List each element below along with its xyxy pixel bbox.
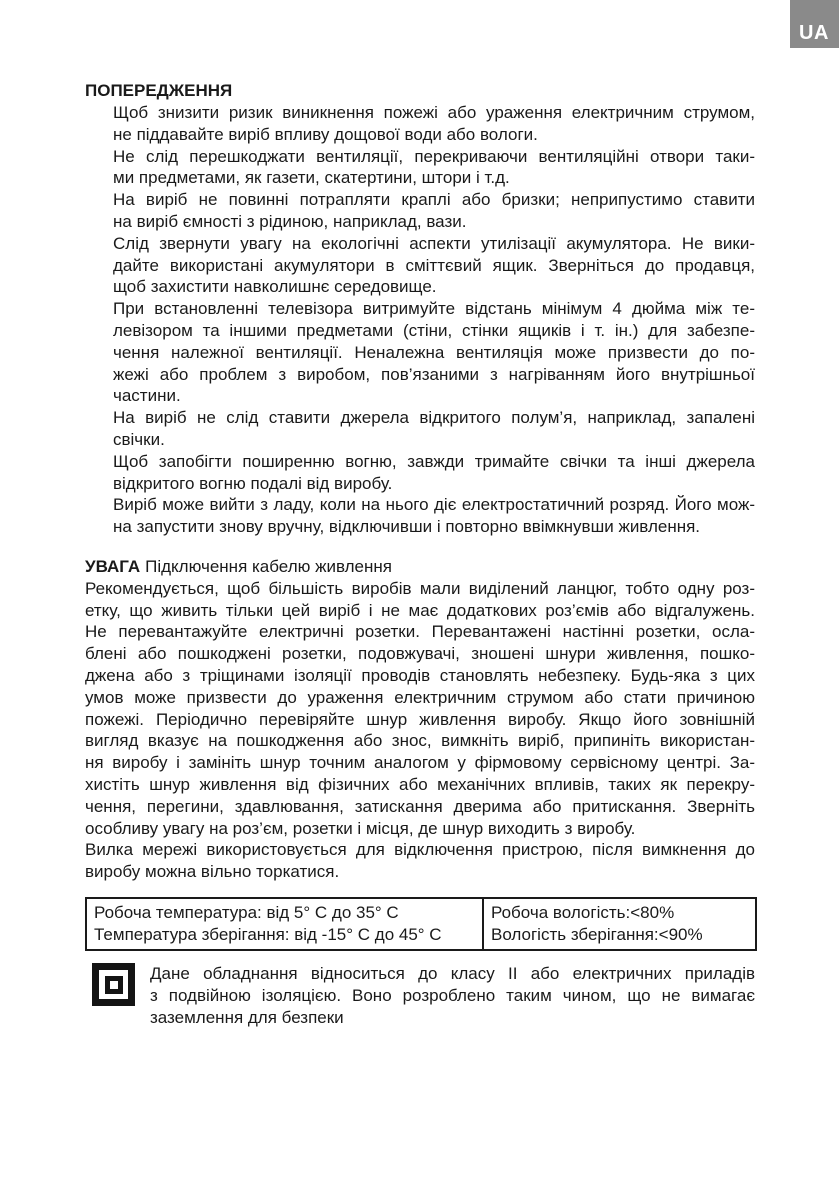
storage-temperature: Температура зберігання: від -15° C до 45° C <box>94 924 442 944</box>
paragraph <box>85 839 755 883</box>
text-line: хистіть шнур живлення від фізичних або механічних впливів, таких як перекру- <box>85 774 755 794</box>
paragraph <box>85 233 755 298</box>
text-line: заземлення для безпеки <box>150 1008 344 1028</box>
text-line: Дане обладнання відноситься до класу II або електричних приладів <box>150 964 755 984</box>
text-line: дайте використані акумулятори в сміттєвий ящик. Зверніться до продавця, <box>113 255 755 275</box>
text-line: Щоб знизити ризик виникнення пожежі або ураження електричним струмом, <box>113 103 755 122</box>
text-line: При встановленні телевізора витримуйте відстань мінімум 4 дюйма між те- <box>113 299 755 319</box>
text-line: чення, перегини, здавлювання, затискання дверима або притискання. Зверніть <box>85 796 755 816</box>
warning-heading: ПОПЕРЕДЖЕННЯ <box>85 81 233 100</box>
text-line: джена або з тріщинами ізоляції проводів становлять небезпеку. Будь-яка з цих <box>85 665 755 685</box>
text-line: пожежі. Періодично перевіряйте шнур живлення виробу. Якщо його зовнішній <box>85 709 755 729</box>
caution-heading <box>85 556 755 578</box>
paragraph <box>85 578 755 840</box>
text-line: з подвійною ізоляцією. Воно розроблено таким чином, що не вимагає <box>150 986 755 1006</box>
paragraph <box>85 494 755 538</box>
text-line: Рекомендується, щоб більшість виробів мали виділений ланцюг, тобто одну роз- <box>85 578 755 598</box>
text-line: Не перевантажуйте електричні розетки. Перевантажені настінні розетки, осла- <box>85 622 755 642</box>
text-line: Щоб запобігти поширенню вогню, завжди тримайте свічки та інші джерела <box>113 451 755 471</box>
class2-note <box>85 963 755 1028</box>
double-insulation-icon-inner-square <box>105 976 123 994</box>
storage-humidity: Вологість зберігання:<90% <box>491 924 703 944</box>
spec-table <box>85 897 757 952</box>
paragraph <box>150 963 755 1028</box>
text-line: етку, що живить тільки цей виріб і не має додаткових роз’ємів або відгалужень. <box>85 600 755 620</box>
manual-page-content <box>85 0 755 1029</box>
text-line: жежі або проблем з виробом, пов’язаними з нагріванням його внутрішньої <box>113 364 755 384</box>
text-line: На виріб не повинні потрапляти краплі або бризки; неприпустимо ставити <box>113 190 755 210</box>
spec-table-temperature-cell <box>87 899 484 950</box>
class2-note-text <box>150 963 755 1028</box>
text-line: виробу можна вільно торкатися. <box>85 862 340 882</box>
text-line: щоб захистити навколишнє середовище. <box>113 277 437 297</box>
text-line: особливу увагу на роз’єм, розетки і місця, де шнур виходить з виробу. <box>85 818 636 838</box>
text-line: Виріб може вийти з ладу, коли на нього діє електростатичний розряд. Його мож- <box>113 495 755 515</box>
caution-heading-subtitle: Підключення кабелю живлення <box>145 556 392 576</box>
text-line: відкритого вогню подалі від виробу. <box>113 473 393 493</box>
paragraph <box>85 102 755 146</box>
paragraph <box>85 189 755 233</box>
spec-table-humidity-cell <box>484 899 755 950</box>
caution-paragraphs <box>85 578 755 883</box>
double-insulation-icon <box>92 963 135 1006</box>
language-badge-label: UA <box>799 22 829 44</box>
text-line: Слід звернути увагу на екологічні аспекти утилізації акумулятора. Не вики- <box>113 233 755 253</box>
warning-paragraphs <box>85 102 755 538</box>
text-line: не піддавайте виріб впливу дощової води або вологи. <box>113 124 538 144</box>
paragraph <box>85 298 755 407</box>
text-line: На виріб не слід ставити джерела відкритого полум’я, наприклад, запалені <box>113 408 755 428</box>
text-line: Не слід перешкоджати вентиляції, перекриваючи вентиляційні отвори таки- <box>113 146 755 166</box>
language-badge <box>790 0 839 48</box>
operating-temperature: Робоча температура: від 5° C до 35° C <box>94 902 399 922</box>
text-line: блені або пошкоджені розетки, подовжувачі, зношені шнури живлення, пошко- <box>85 644 755 664</box>
text-line: умов може призвести до ураження електричним струмом або стати причиною <box>85 687 755 707</box>
text-line: на виріб ємності з рідиною, наприклад, вази. <box>113 211 467 231</box>
paragraph <box>85 451 755 495</box>
text-line: свічки. <box>113 429 165 449</box>
paragraph <box>85 407 755 451</box>
text-line: на запустити знову вручну, відключивши і повторно ввімкнувши живлення. <box>113 517 701 537</box>
text-line: ня виробу і замініть шнур точним аналогом у фірмовому сервісному центрі. За- <box>85 753 755 773</box>
paragraph <box>85 146 755 190</box>
text-line: чення належної вентиляції. Неналежна вентиляція може призвести до по- <box>113 342 755 362</box>
caution-heading-keyword: УВАГА <box>85 556 141 576</box>
text-line: ми предметами, як газети, скатертини, штори і т.д. <box>113 168 510 188</box>
operating-humidity: Робоча вологість:<80% <box>491 902 675 922</box>
text-line: Вилка мережі використовується для відключення пристрою, після вимкнення до <box>85 840 755 860</box>
text-line: частини. <box>113 386 181 406</box>
text-line: вигляд вказує на пошкодження або знос, вимкніть виріб, припиніть використан- <box>85 731 755 751</box>
text-line: левізором та іншими предметами (стіни, стінки ящиків і т. ін.) для забезпе- <box>113 320 755 340</box>
